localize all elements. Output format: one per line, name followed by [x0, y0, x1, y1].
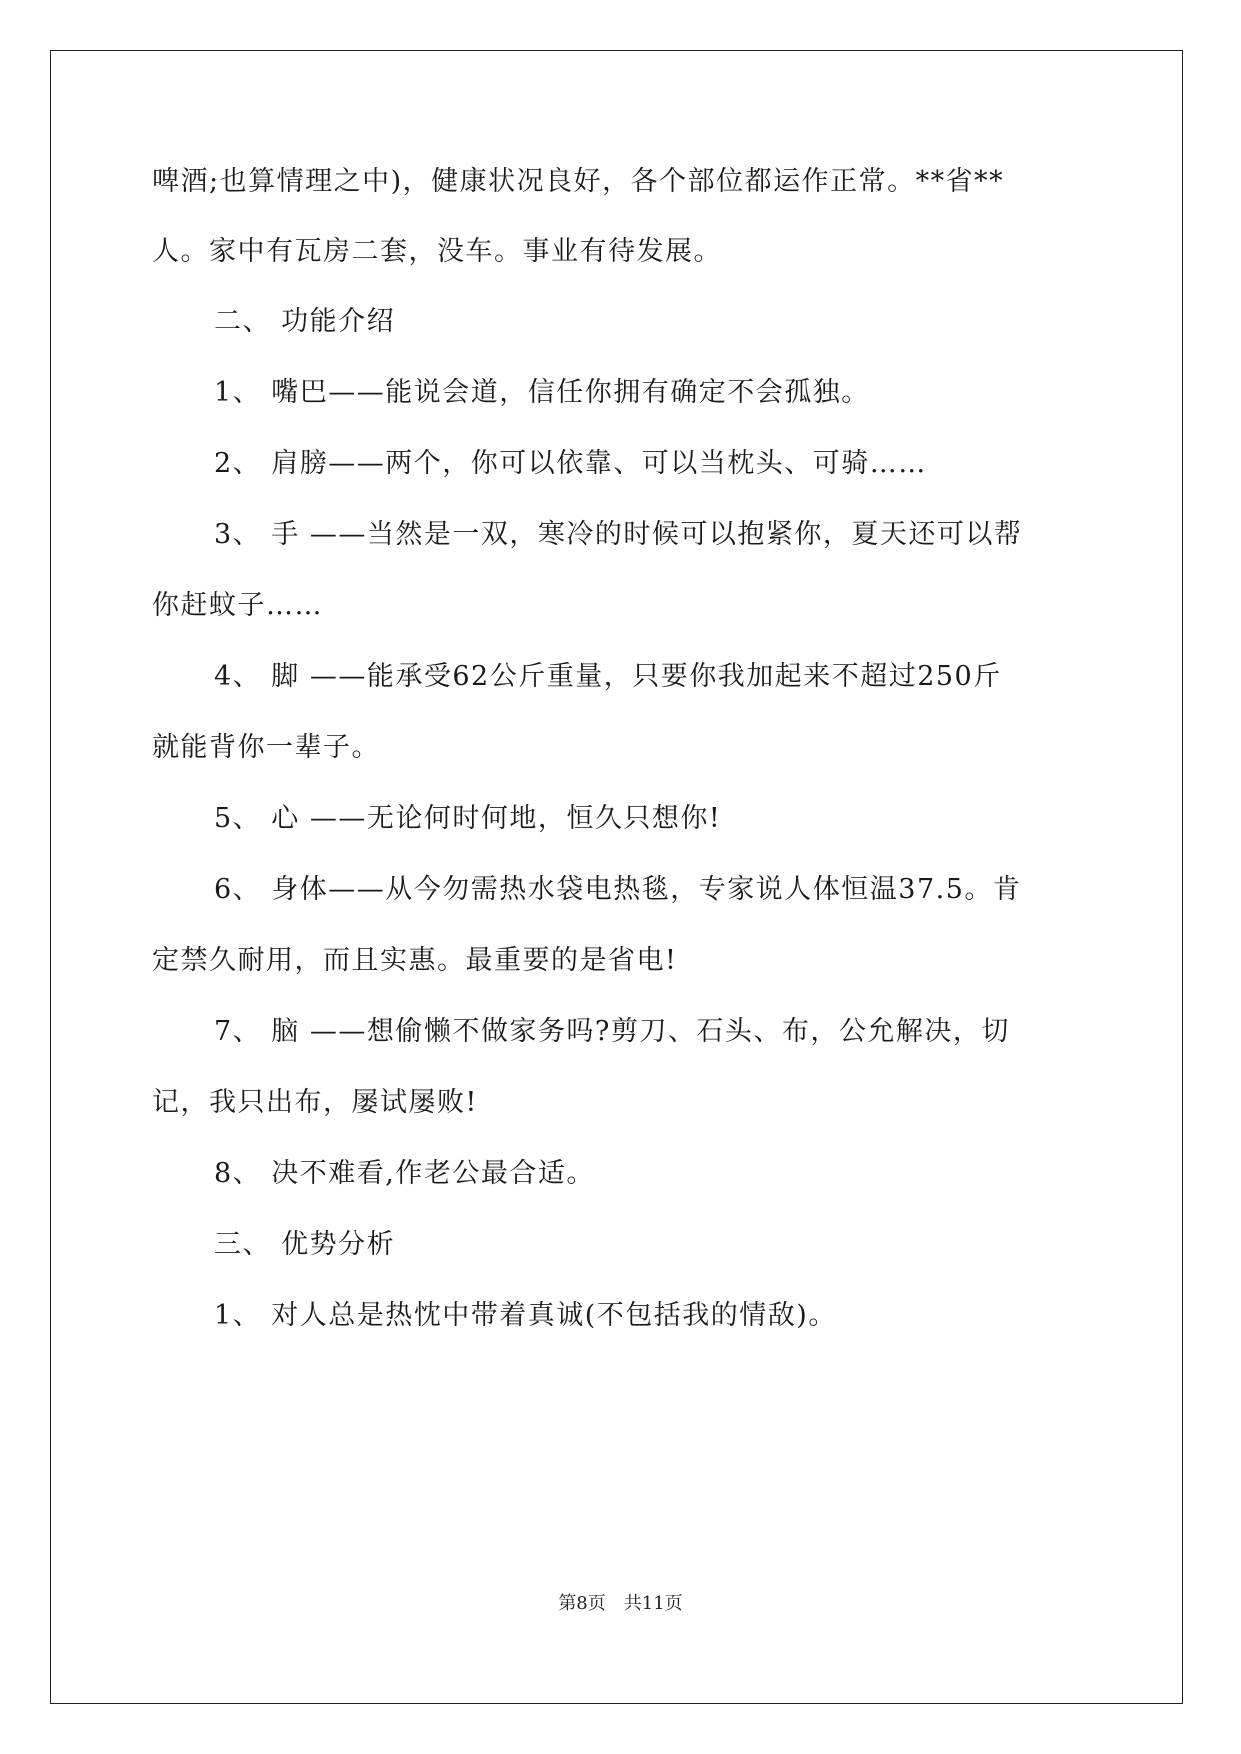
- list-item: 2、 肩膀——两个，你可以依靠、可以当枕头、可骑……: [214, 448, 927, 479]
- list-item: 5、 心 ——无论何时何地，恒久只想你!: [214, 803, 722, 834]
- page-total: 共11页: [623, 1593, 683, 1614]
- page-number: 第8页: [558, 1593, 606, 1614]
- paragraph-line: 记，我只出布，屡试屡败!: [152, 1087, 478, 1118]
- list-item: 1、 嘴巴——能说会道，信任你拥有确定不会孤独。: [214, 377, 870, 408]
- paragraph-line: 就能背你一辈子。: [152, 732, 380, 763]
- section-heading: 三、 优势分析: [214, 1229, 396, 1260]
- page-footer: [0, 1593, 1241, 1615]
- list-item: 7、 脑 ——想偷懒不做家务吗?剪刀、石头、布，公允解决，切: [214, 1016, 1010, 1047]
- list-item: 4、 脚 ——能承受62公斤重量，只要你我加起来不超过250斤: [214, 661, 1002, 692]
- paragraph-line: 定禁久耐用，而且实惠。最重要的是省电!: [152, 945, 678, 976]
- list-item: 6、 身体——从今勿需热水袋电热毯，专家说人体恒温37.5。肯: [214, 874, 1022, 905]
- paragraph-line: 你赶蚊子……: [152, 590, 323, 621]
- section-heading: 二、 功能介绍: [214, 306, 396, 337]
- list-item: 3、 手 ——当然是一双，寒冷的时候可以抱紧你，夏天还可以帮: [214, 519, 1023, 550]
- paragraph-line: 人。家中有瓦房二套，没车。事业有待发展。: [152, 236, 722, 267]
- paragraph-line: 啤酒;也算情理之中)，健康状况良好，各个部位都运作正常。**省**: [152, 166, 1005, 197]
- list-item: 8、 决不难看,作老公最合适。: [214, 1158, 595, 1189]
- list-item: 1、 对人总是热忱中带着真诚(不包括我的情敌)。: [214, 1300, 837, 1331]
